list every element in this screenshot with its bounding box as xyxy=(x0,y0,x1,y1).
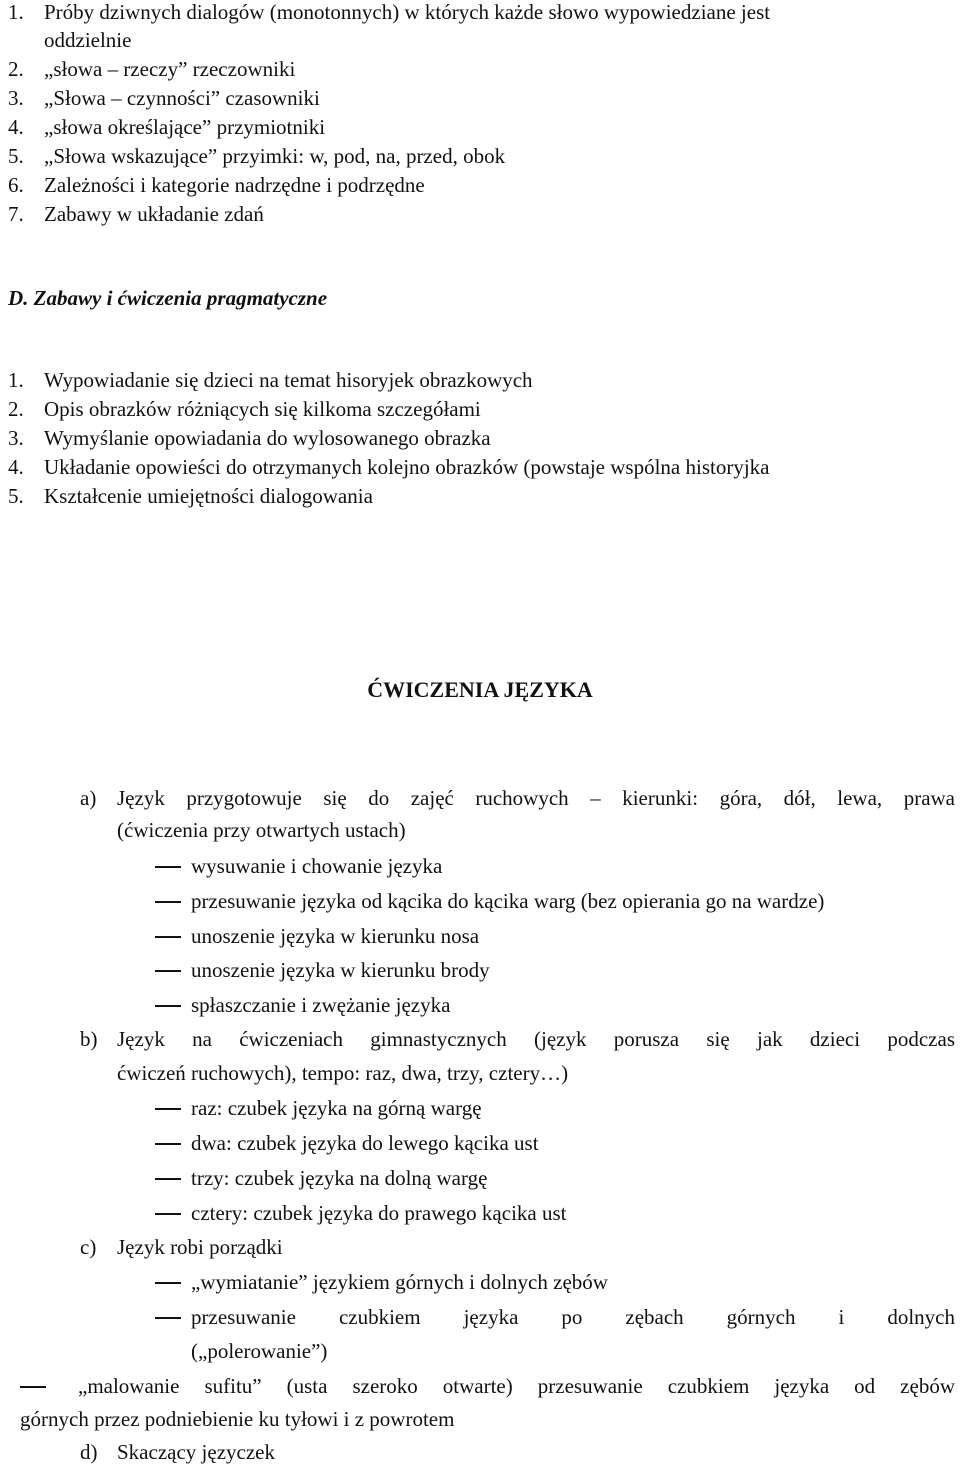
list-item-continuation: oddzielnie xyxy=(44,28,132,52)
list-number: 5. xyxy=(8,144,24,168)
list-text: Wypowiadanie się dzieci na temat hisoryjek obrazkowych xyxy=(44,368,533,392)
section-heading: D. Zabawy i ćwiczenia pragmatyczne xyxy=(8,286,328,310)
dash-bullet xyxy=(155,970,181,972)
section-text: Język na ćwiczeniach gimnastycznych (język porusza się jak dzieci podczas xyxy=(117,1027,955,1051)
dash-bullet xyxy=(155,1213,181,1215)
bullet-text: unoszenie języka w kierunku nosa xyxy=(191,924,480,948)
bullet-text: „wymiatanie” językiem górnych i dolnych zębów xyxy=(191,1270,608,1294)
list-text: „Słowa – czynności” czasowniki xyxy=(44,86,320,110)
bullet-text: raz: czubek języka na górną wargę xyxy=(191,1096,482,1120)
dash-bullet xyxy=(155,1178,181,1180)
dash-bullet xyxy=(155,1005,181,1007)
dash-bullet xyxy=(155,1317,181,1319)
list-text: Zależności i kategorie nadrzędne i podrzędne xyxy=(44,173,425,197)
section-text: (ćwiczenia przy otwartych ustach) xyxy=(117,818,406,842)
bullet-text: wysuwanie i chowanie języka xyxy=(191,854,443,878)
section-label: c) xyxy=(80,1235,97,1259)
bullet-text: unoszenie języka w kierunku brody xyxy=(191,958,490,982)
bullet-text-continuation: („polerowanie”) xyxy=(191,1339,328,1363)
dash-bullet xyxy=(155,1143,181,1145)
list-item xyxy=(8,113,325,141)
dash-bullet xyxy=(155,936,181,938)
bullet-text: cztery: czubek języka do prawego kącika ust xyxy=(191,1201,567,1225)
dash-bullet xyxy=(20,1386,46,1388)
list-text: Próby dziwnych dialogów (monotonnych) w których każde słowo wypowiedziane jest xyxy=(44,0,771,24)
section-text: Skaczący języczek xyxy=(117,1440,275,1464)
list-item xyxy=(8,200,264,228)
list-item xyxy=(8,482,373,510)
list-item xyxy=(8,171,425,199)
list-number: 1. xyxy=(8,0,24,24)
list-item xyxy=(8,395,481,423)
list-item xyxy=(8,424,491,452)
list-text: Opis obrazków różniących się kilkoma szczegółami xyxy=(44,397,481,421)
section-text: Język robi porządki xyxy=(117,1235,283,1259)
dash-bullet xyxy=(155,1108,181,1110)
list-item xyxy=(8,84,320,112)
list-item xyxy=(8,453,769,481)
list-number: 1. xyxy=(8,368,24,392)
list-text: „słowa – rzeczy” rzeczowniki xyxy=(44,57,296,81)
list-number: 7. xyxy=(8,202,24,226)
list-text: „Słowa wskazujące” przyimki: w, pod, na, przed, obok xyxy=(44,144,506,168)
section-label: a) xyxy=(80,786,97,810)
dash-bullet xyxy=(155,901,181,903)
outer-bullet-continuation: górnych przez podniebienie ku tyłowi i z powrotem xyxy=(20,1407,455,1431)
section-label: b) xyxy=(80,1027,98,1051)
list-text: Kształcenie umiejętności dialogowania xyxy=(44,484,373,508)
list-number: 3. xyxy=(8,86,24,110)
list-text: Zabawy w układanie zdań xyxy=(44,202,264,226)
list-text: Wymyślanie opowiadania do wylosowanego obrazka xyxy=(44,426,491,450)
list-item xyxy=(8,55,295,83)
bullet-text: trzy: czubek języka na dolną wargę xyxy=(191,1166,488,1190)
list-number: 3. xyxy=(8,426,24,450)
list-number: 4. xyxy=(8,115,24,139)
section-text: ćwiczeń ruchowych), tempo: raz, dwa, trzy, cztery…) xyxy=(117,1061,569,1085)
outer-bullet-text: „malowanie sufitu” (usta szeroko otwarte) przesuwanie czubkiem języka od zębów xyxy=(78,1374,955,1398)
bullet-text: przesuwanie języka od kącika do kącika warg (bez opierania go na wardze) xyxy=(191,889,825,913)
bullet-text: spłaszczanie i zwężanie języka xyxy=(191,993,451,1017)
bullet-text: dwa: czubek języka do lewego kącika ust xyxy=(191,1131,539,1155)
list-item xyxy=(8,366,533,394)
list-number: 2. xyxy=(8,57,24,81)
list-text: Układanie opowieści do otrzymanych kolejno obrazków (powstaje wspólna historyjka xyxy=(44,455,770,479)
list-text: „słowa określające” przymiotniki xyxy=(44,115,326,139)
page-title: ĆWICZENIA JĘZYKA xyxy=(367,677,593,702)
list-number: 5. xyxy=(8,484,24,508)
list-item xyxy=(8,0,953,26)
dash-bullet xyxy=(155,866,181,868)
section-text: Język przygotowuje się do zajęć ruchowych – kierunki: góra, dół, lewa, prawa xyxy=(117,786,955,810)
dash-bullet xyxy=(155,1282,181,1284)
list-number: 6. xyxy=(8,173,24,197)
list-number: 4. xyxy=(8,455,24,479)
list-number: 2. xyxy=(8,397,24,421)
list-item xyxy=(8,142,505,170)
bullet-text: przesuwanie czubkiem języka po zębach górnych i dolnych xyxy=(191,1305,955,1329)
section-label: d) xyxy=(80,1440,98,1464)
